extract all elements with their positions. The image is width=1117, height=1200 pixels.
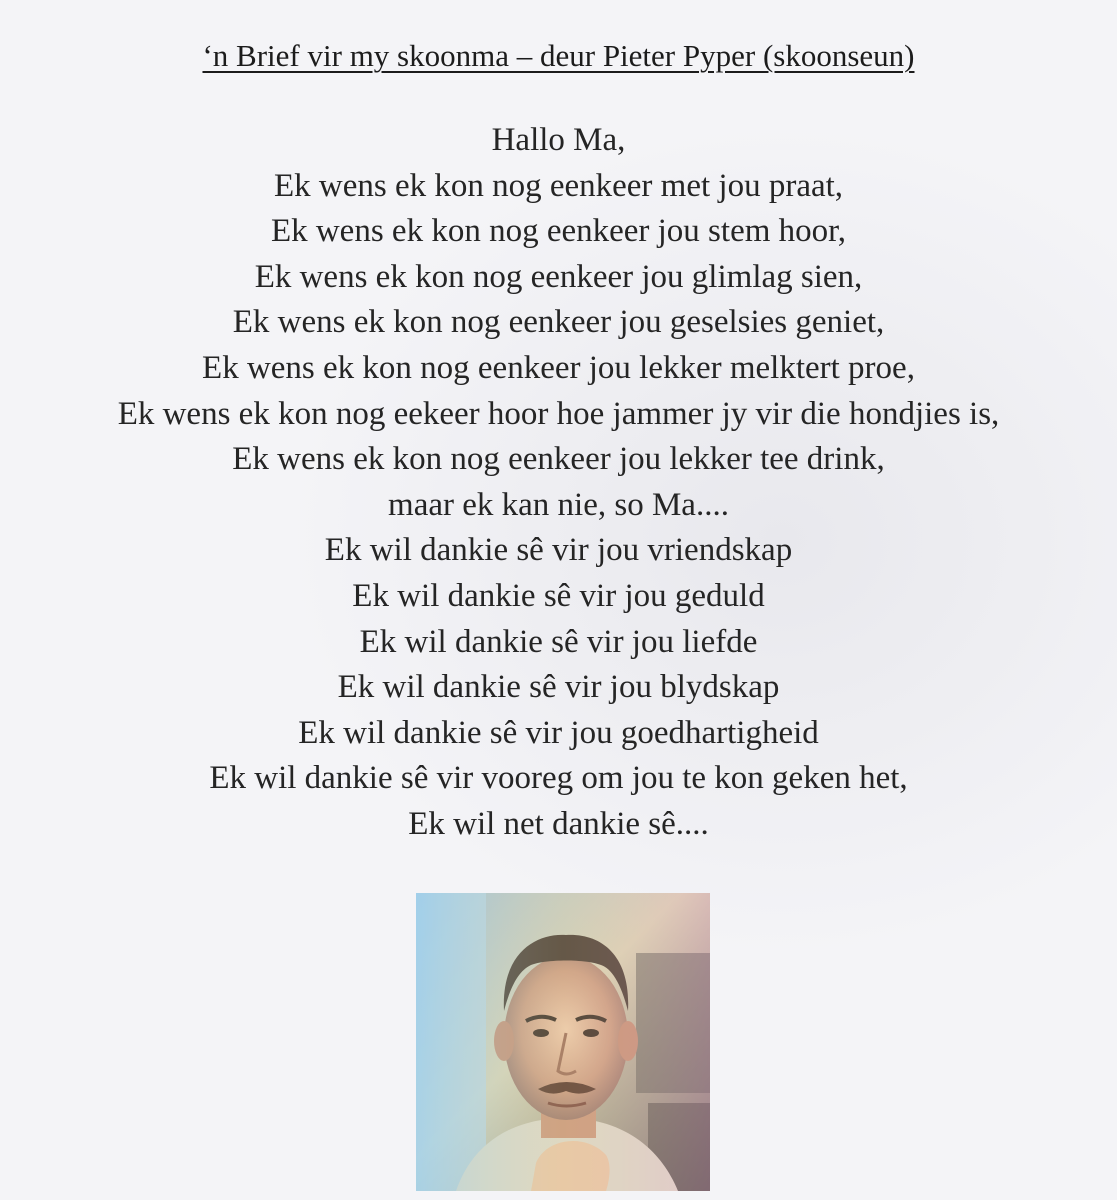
author-photo (416, 893, 710, 1191)
poem-line: Ek wil dankie sê vir jou blydskap (337, 669, 780, 706)
poem-line: Ek wens ek kon nog eenkeer met jou praat, (273, 167, 844, 204)
poem-line: Hallo Ma, (491, 122, 626, 158)
poem-line: maar ek kan nie, so Ma.... (388, 486, 729, 523)
poem-line: Ek wens ek kon nog eenkeer jou stem hoor, (270, 213, 847, 250)
poem-line: Ek wil net dankie sê.... (408, 805, 709, 842)
poem-line: Ek wens ek kon nog eenkeer jou lekker tee drink, (232, 441, 885, 478)
poem-line: Ek wens ek kon nog eenkeer jou lekker melktert proe, (202, 349, 915, 386)
poem-line: Ek wil dankie sê vir jou goedhartigheid (298, 714, 819, 751)
poem-line: Ek wil dankie sê vir jou liefde (359, 623, 758, 660)
poem-line: Ek wil dankie sê vir vooreg om jou te kon geken het, (209, 760, 908, 797)
portrait-photo-icon (416, 893, 710, 1191)
poem-line: Ek wil dankie sê vir jou geduld (352, 577, 765, 614)
poem-line: Ek wens ek kon nog eenkeer jou geselsies geniet, (232, 304, 885, 341)
poem-line: Ek wil dankie sê vir jou vriendskap (324, 532, 793, 569)
poem-line: Ek wens ek kon nog eekeer hoor hoe jammer jy vir die hondjies is, (117, 395, 1000, 432)
poem-body (0, 118, 1117, 848)
poem-line: Ek wens ek kon nog eenkeer jou glimlag sien, (254, 258, 863, 295)
page-title: ‘n Brief vir my skoonma – deur Pieter Pyper (skoonseun) (202, 38, 915, 73)
